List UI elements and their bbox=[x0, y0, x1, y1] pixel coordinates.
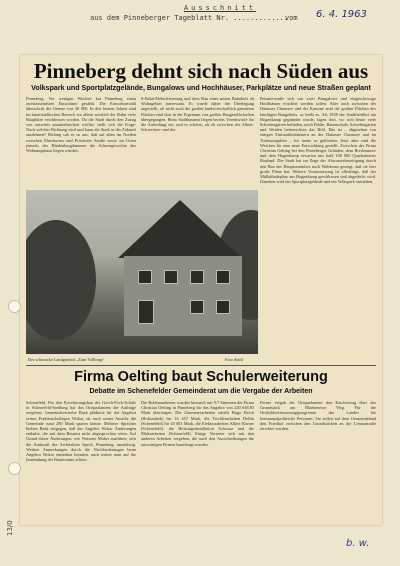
window bbox=[216, 270, 230, 284]
clipping-source: aus dem Pinneberger Tageblatt Nr. ............. bbox=[90, 14, 289, 22]
clipping-date: 6. 4. 1963 bbox=[316, 9, 367, 20]
door bbox=[138, 300, 154, 324]
article1-col1: Pinneberg. Vor wenigen Wochen hat Pinneberg einen zweitausendsten Einwohner gezählt. Die Einwohnerzahl überschritt die Grenze von 30 000. In den letzten Jahren sind im innerstädtischen Bereich vor allem westlich der Bahn viele Bauplätze erschlossen worden. Da die Stadt durch den Zuzug von auswärts ununterbrochen wächst, stellt sich die Frage: Nach welcher Richtung wird und kann die Stadt in der Zukunft ausdehnen? Bislang sah es so aus, daß auf allen im Norden zwischen Elmshorner und Prisdorfer Straße sowie im Osten jenseits des Hindenburgdammes die Schwergewichte des Wohnungsbaus liegen würden. bbox=[26, 96, 136, 154]
article1-headline: Pinneberg dehnt sich nach Süden aus bbox=[33, 59, 369, 83]
article2-headline: Firma Oelting baut Schulerweiterung bbox=[74, 369, 328, 385]
article2-col1: Schenefeld. Für den Erweiterungsbau der Gorch-Fock-Schule in Schenefeld-Siedlung hat das Ortsparlament die Aufträge vergeben. Gemeindevertreter Baak plädierte für das Angebot seines Fraktionskollegen Wokar, da nach seiner Ansicht die Gemeinde rund 280 Mark sparen könne. Mehrere Sprecher hielten Baak entgegen, daß das Angebot Wokar Änderungen enthalte, die mit dem Bauamt nicht abgesprochen seien. Auf Grund dieser Änderungen, wie Vertreter Mohrs ausführte, sich die Auskunft des Architekten Speck, Pinneberg, unzulässig. Weitere Anmerkungen durch die Nachforderungen beim Angebot Wokar entstehen könnten, auch müsse man auf die Innehaltung der Bautermine achten. bbox=[26, 400, 136, 463]
window bbox=[138, 270, 152, 284]
photo-credit: Foto Stahl bbox=[225, 357, 243, 362]
window bbox=[216, 300, 230, 314]
article1-col3: Peinsterstraße sich nur zwei Bungalows und eingeschossige Hochhäuser errichtet werden sollen. Aber auch zwischen der Datumer Chaussee und der Kaserne sind die großen Flächen des künftigen Baugebiets, so heißt es. Als 1938 der Stadtfriedhof am Hogenkamp gegründet wurde, lagen dort, wo sich heute viele Schrebergärten befinden, noch Felder. Baumschule, Schrebergärten und Weiden beherrschten das Bild. Das ist – abgesehen von einigen Einfamilienhäusern an der Datumer Chaussee und im Torfmoorgebiet – bis heute so geblieben. Jetzt aber sind die Weichen für eine neue Entwicklung gestellt. Zwischen der Firma Christian Oelting bei den Pinneberger Gründen, dem Bredenmoor und dem Hogenkamp erwarten uns bald 100 000 Quadratmeter Bauland. Die Stadt hat im Zuge der Abwasserbeseitigung durch den Bau des Hauptsammlers nach Waldenau gezeigt, daß sie hier große Pläne hat. Weitere Voraussetzung ist allerdings, daß der Müllabladeplatz am Hogenkamp geschlossen und abgedeckt wird. Daneben wird ein Sportplatzgelände und ein Volkspark entstehen. bbox=[260, 96, 376, 185]
house-facade bbox=[124, 256, 242, 336]
divider bbox=[26, 365, 376, 366]
house-roof bbox=[118, 200, 242, 258]
article1-col2: S-Bahn-Elektrifizierung und dem Bau eines neuen Bahnhofs ab Wohngebiet interessant. Es wurde daher die Überlegung angestellt, ob nicht auch die großen landwirtschaftlich genutzten Flächen sind dort in die Eigentum von großen Baugesellschaften übergegangen. Beim Stadtbauamt liegen bereits Vorentwürfe für die Aufteilung vor, und es scheint, als ob zwischen der Albert-Schweitzer- und der bbox=[141, 96, 254, 133]
window bbox=[164, 270, 178, 284]
punch-hole bbox=[8, 300, 21, 313]
article2-col3: Ferner vergab der Ortsparlament den Kaufvertrag über das Grundstück am Blankeneser Weg. Für die Ortsbildverbesserungsprogramm des Landes für kommunalpolitische Personen. Sie sollen auf dem Gemeindeland den Friedhof zwischen den Grundstücken an der Lienaustraße errichtet werden. bbox=[260, 400, 376, 432]
tree-left bbox=[26, 220, 96, 340]
clipping-date-label: vom bbox=[285, 14, 298, 22]
margin-note: 13/0 bbox=[6, 520, 14, 536]
article2-subheadline: Debatte im Schenefelder Gemeinderat um die Vergabe der Arbeiten bbox=[89, 388, 313, 395]
window bbox=[190, 300, 204, 314]
clipping-header bbox=[70, 4, 370, 22]
inn-photo bbox=[26, 190, 258, 354]
handwritten-initials: b. w. bbox=[346, 538, 370, 549]
article2-col2: Die Rohbauarbeiten wurden hiernach mit 9:7 Stimmen der Firma Christian Oelting in Pinneberg für das Angebot von 230 048,83 Mark übertragen. Die Zimmererarbeiten erhielt Hugo Reich (Holstenbek) für 16 457 Mark, die Tischlerarbeiten Delfin (Schenefeld) für 43 681 Mark, die Elektroarbeiten Albert Körner (Schenefeld), die Heizungsinstallation Schwarz und die Malerarbeiten (Schenefeld). Einige Vertreter sich mit den anderen Arbeiten vergeben, die nach den Ausschreibungen die auswärtigen Firmen beauftragt wurden. bbox=[141, 400, 254, 447]
clipping-title: Ausschnitt bbox=[183, 4, 257, 12]
punch-hole bbox=[8, 462, 21, 475]
photo-caption: Der schmucke Landgasthof „Zum Vollburg“ bbox=[28, 357, 105, 362]
window bbox=[190, 270, 204, 284]
article1-subheadline: Volkspark und Sportplatzgelände, Bungalows und Hochhäuser, Parkplätze und neue Straßen geplant bbox=[31, 84, 371, 92]
